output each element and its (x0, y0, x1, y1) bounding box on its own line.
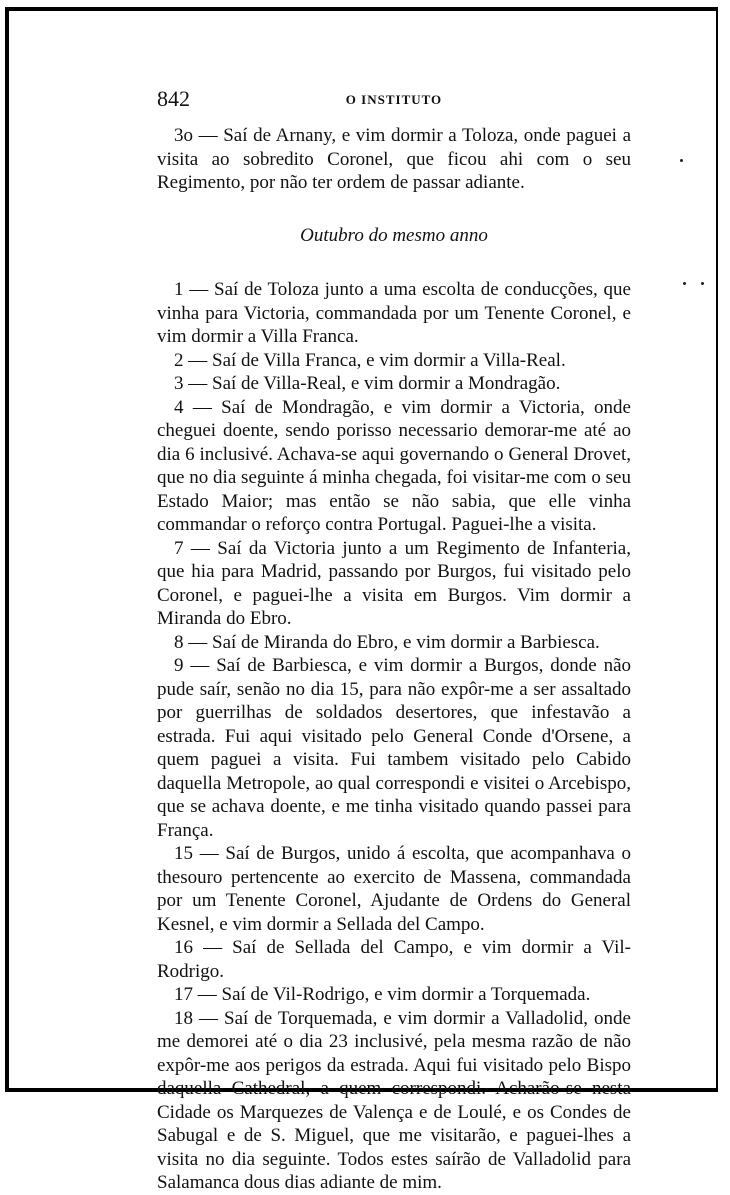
paragraph-8: 8 — Saí de Miranda do Ebro, e vim dormir a Barbiesca. (174, 631, 600, 653)
paragraph-18: 18 — Saí de Torquemada, e vim dormir a Valladolid, onde me demorei até o dia 23 inclusivé, pela mesma razão de não expôr-me aos perigos da estrada. Aqui fui visitado pelo Bispo daquella Cathedral, a quem correspondi. Acharão-se nesta Cidade os Marquezes de Valença e de Loulé, e os Condes de Sabugal e de S. Miguel, que me visitarão, e paguei-lhes a visita no dia seguinte. Todos estes saírão de Valladolid para Salamanca dous dias adiante de mim. (157, 1007, 631, 1193)
paragraph-2: 2 — Saí de Villa Franca, e vim dormir a Villa-Real. (174, 349, 566, 371)
ink-speck (683, 282, 686, 285)
paragraph-9: 9 — Saí de Barbiesca, e vim dormir a Burgos, donde não pude saír, senão no dia 15, para não expôr-me a ser assaltado por guerrilhas de soldados desertores, que infestavão a estrada. Fui aqui visitado pelo General Conde d'Orsene, a quem paguei a visita. Fui tambem visitado pelo Cabido daquella Metropole, ao qual correspondi e visitei o Arcebispo, que se achava doente, e me tinha visitado quando passei para França. (157, 655, 631, 841)
section-heading: Outubro do mesmo anno (300, 224, 488, 246)
running-title: O INSTITUTO (345, 92, 443, 107)
page-number: 842 (157, 86, 190, 111)
paragraph-17: 17 — Saí de Vil-Rodrigo, e vim dormir a Torquemada. (174, 984, 591, 1005)
paragraph-3: 3 — Saí de Villa-Real, e vim dormir a Mondragão. (174, 373, 561, 394)
ink-speck (680, 159, 683, 162)
page-header (157, 86, 631, 112)
paragraph-4: 4 — Saí de Mondragão, e vim dormir a Victoria, onde cheguei doente, sendo porisso necessario demorar-me até ao dia 6 inclusivé. Achava-se aqui governando o General Drovet, que no dia seguinte á minha chegada, foi visitar-me com o seu Estado Maior; mas então se não sabia, que elle vinha commandar o reforço contra Portugal. Paguei-lhe a visita. (157, 396, 631, 535)
body-text (157, 124, 631, 1195)
ink-speck (701, 282, 704, 285)
paragraph-30: 3o — Saí de Arnany, e vim dormir a Toloza, onde paguei a visita ao sobredito Coronel, que ficou ahi com o seu Regimento, por não ter ordem de passar adiante. (157, 125, 631, 193)
paragraph-15: 15 — Saí de Burgos, unido á escolta, que acompanhava o thesouro pertencente ao exercito de Massena, commandada por um Tenente Coronel, Ajudante de Ordens do General Kesnel, e vim dormir a Sellada del Campo. (157, 843, 631, 935)
paragraph-7: 7 — Saí da Victoria junto a um Regimento de Infanteria, que hia para Madrid, passando por Burgos, fui visitado pelo Coronel, e paguei-lhe a visita em Burgos. Vim dormir a Miranda do Ebro. (157, 537, 631, 629)
paragraph-16: 16 — Saí de Sellada del Campo, e vim dormir a Vil-Rodrigo. (157, 937, 631, 982)
paragraph-1: 1 — Saí de Toloza junto a uma escolta de conducções, que vinha para Victoria, commandada por um Tenente Coronel, e vim dormir a Villa Franca. (157, 279, 631, 347)
